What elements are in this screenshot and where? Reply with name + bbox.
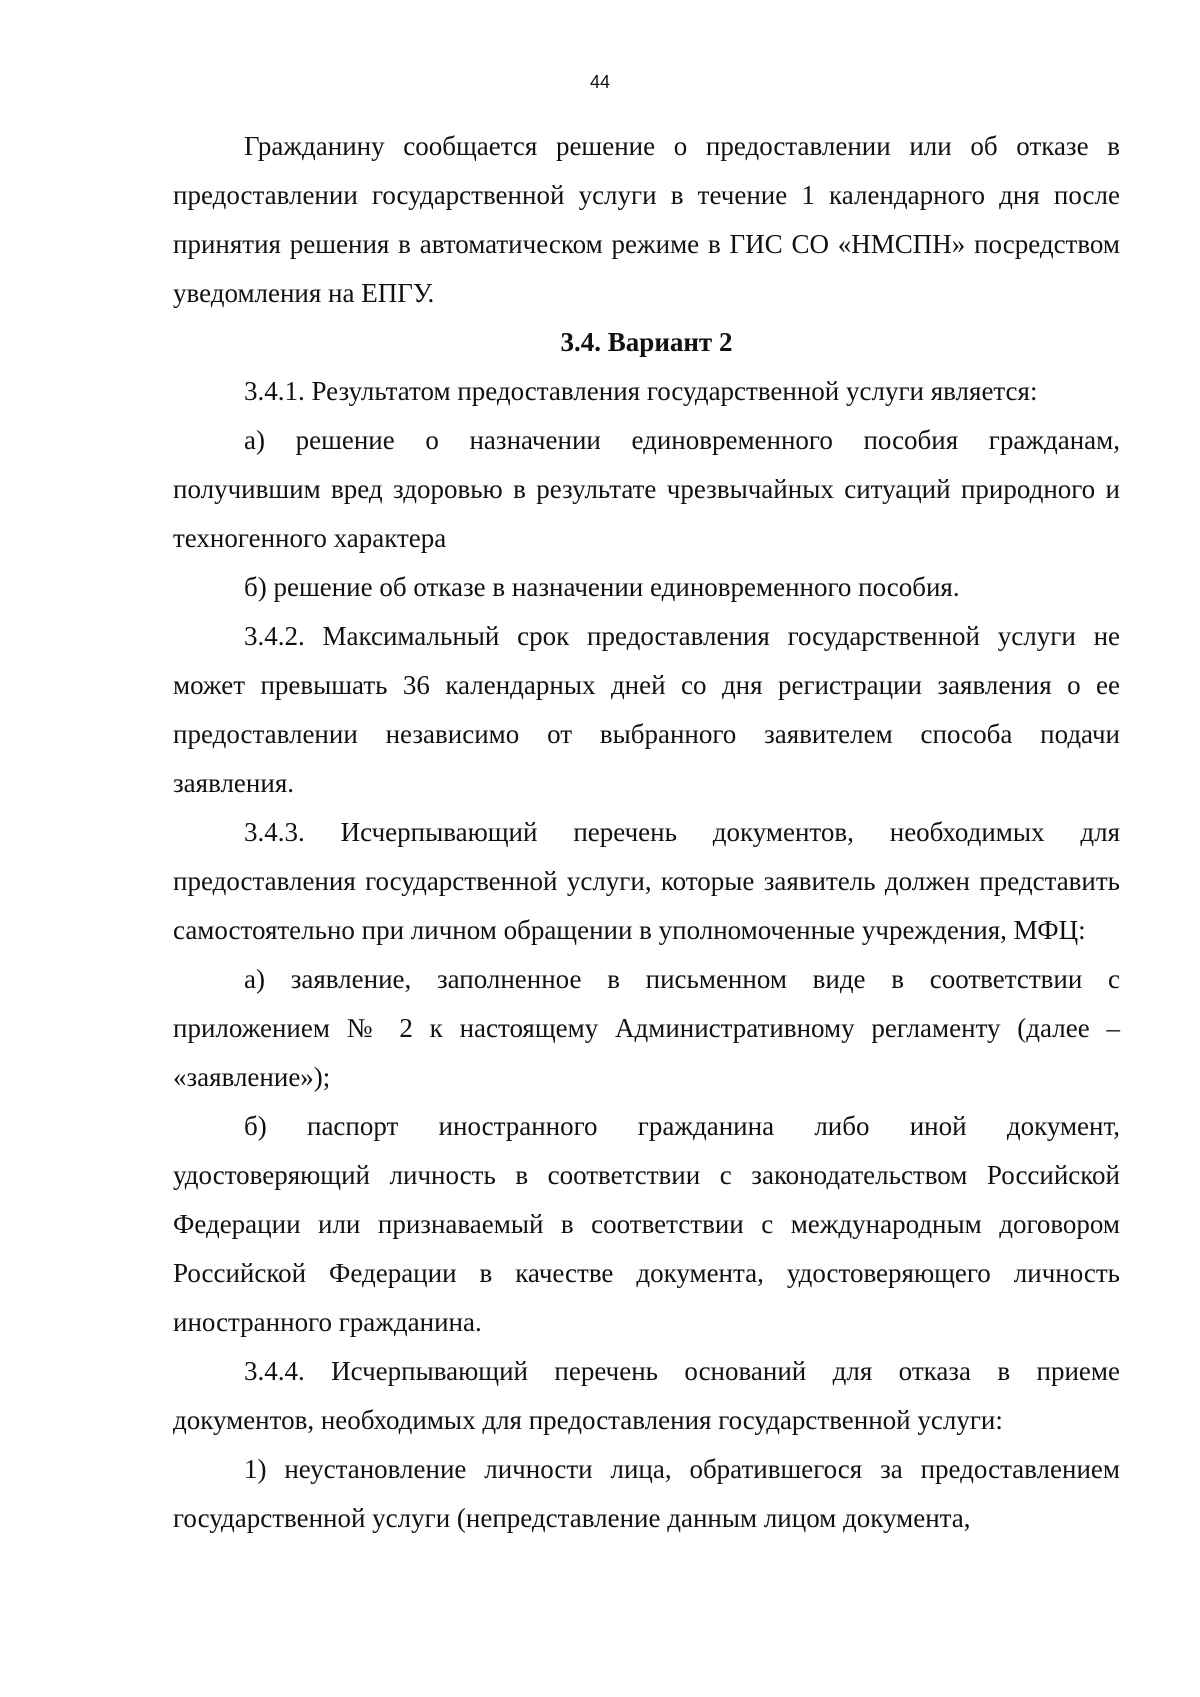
paragraph-3-4-1: 3.4.1. Результатом предоставления государственной услуги является: xyxy=(244,376,1038,406)
list-item-1-identity: 1) неустановление личности лица, обратившегося за предоставлением государственной услуги (непредставление данным лицом документа, xyxy=(173,1454,1120,1533)
paragraph-3-4-4: 3.4.4. Исчерпывающий перечень оснований для отказа в приеме документов, необходимых для предоставления государственной услуги: xyxy=(173,1356,1120,1435)
paragraph-3-4-3: 3.4.3. Исчерпывающий перечень документов, необходимых для предоставления государственной услуги, которые заявитель должен представить самостоятельно при личном обращении в уполномоченные учреждения, МФЦ: xyxy=(173,817,1120,945)
paragraph-3-4-2: 3.4.2. Максимальный срок предоставления государственной услуги не может превышать 36 календарных дней со дня регистрации заявления о ее предоставлении независимо от выбранного заявителем способа подачи заявления. xyxy=(173,621,1120,798)
paragraph-notification: Гражданину сообщается решение о предоставлении или об отказе в предоставлении государственной услуги в течение 1 календарного дня после принятия решения в автоматическом режиме в ГИС СО «НМСПН» посредством уведомления на ЕПГУ. xyxy=(173,131,1120,308)
document-body xyxy=(173,122,1120,1543)
list-item-b-refusal: б) решение об отказе в назначении единовременного пособия. xyxy=(244,572,960,602)
list-item-a-decision: а) решение о назначении единовременного пособия гражданам, получившим вред здоровью в результате чрезвычайных ситуаций природного и техногенного характера xyxy=(173,425,1120,553)
section-heading: 3.4. Вариант 2 xyxy=(560,327,733,357)
page-number: 44 xyxy=(589,72,611,92)
list-item-b-passport: б) паспорт иностранного гражданина либо иной документ, удостоверяющий личность в соответствии с законодательством Российской Федерации или признаваемый в соответствии с международным договором Российской Федерации в качестве документа, удостоверяющего личность иностранного гражданина. xyxy=(173,1111,1120,1337)
list-item-a-application: а) заявление, заполненное в письменном виде в соответствии с приложением № 2 к настоящему Административному регламенту (далее – «заявление»); xyxy=(173,964,1120,1092)
